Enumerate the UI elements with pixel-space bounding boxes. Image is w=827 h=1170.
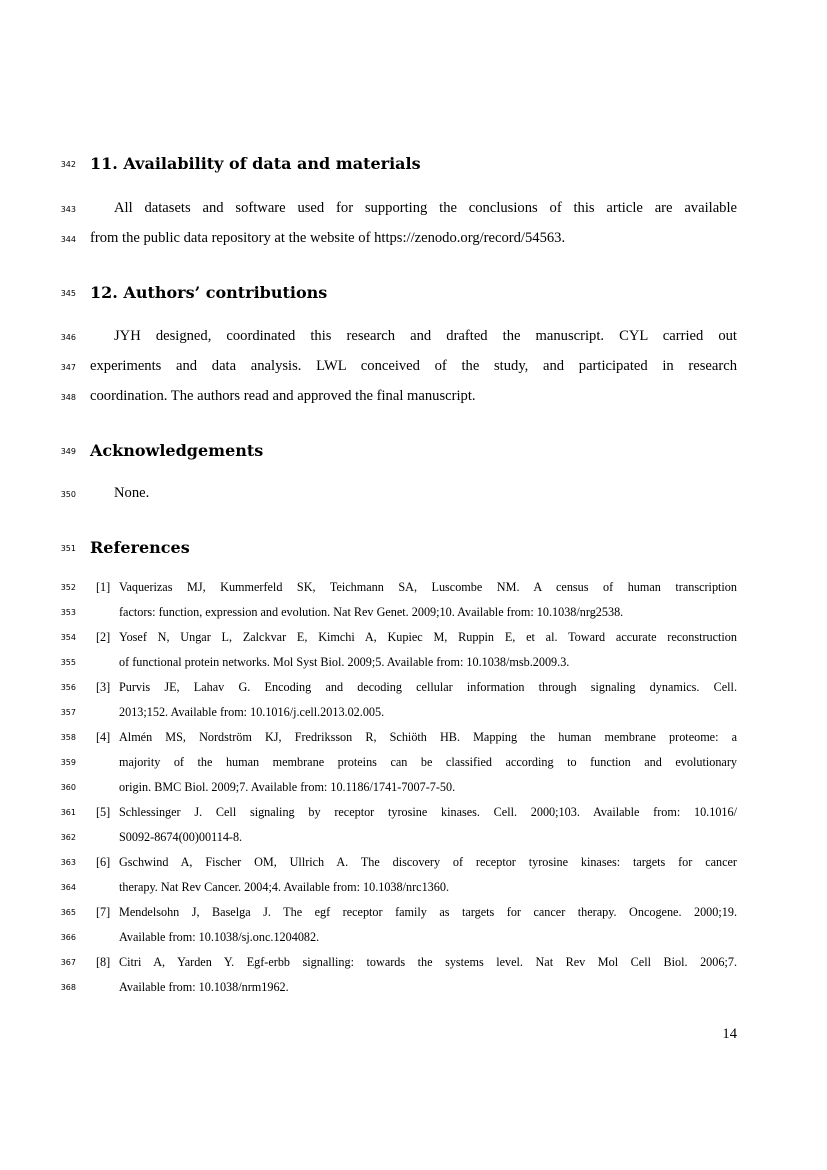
- line-number: 347: [60, 363, 76, 372]
- reference-line: S0092-8674(00)00114-8.: [119, 830, 243, 844]
- line-number: 358: [60, 733, 76, 742]
- line-number: 353: [60, 608, 76, 617]
- reference-line: Schlessinger J. Cell signaling by receptor tyrosine kinases. Cell. 2000;103. Available from: 10.1016/: [119, 805, 737, 819]
- section-heading-contributions: 12. Authors’ contributions: [90, 283, 328, 302]
- line-number: 342: [60, 160, 76, 169]
- reference-line: therapy. Nat Rev Cancer. 2004;4. Available from: 10.1038/nrc1360.: [119, 880, 449, 894]
- line-number: 365: [60, 908, 76, 917]
- reference-line: factors: function, expression and evolution. Nat Rev Genet. 2009;10. Available from: 10.1038/nrg2538.: [119, 605, 624, 619]
- reference-number: [2]: [96, 630, 111, 644]
- line-number: 363: [60, 858, 76, 867]
- line-number: 361: [60, 808, 76, 817]
- availability-text-line: All datasets and software used for supporting the conclusions of this article are available: [114, 200, 737, 216]
- contributions-text-line: coordination. The authors read and approved the final manuscript.: [90, 388, 476, 404]
- line-number: 348: [60, 393, 76, 402]
- line-number: 351: [60, 544, 76, 553]
- reference-number: [7]: [96, 905, 111, 919]
- reference-number: [3]: [96, 680, 111, 694]
- section-heading-references: References: [90, 538, 190, 557]
- reference-line: Mendelsohn J, Baselga J. The egf receptor family as targets for cancer therapy. Oncogene. 2000;19.: [119, 905, 737, 919]
- reference-line: origin. BMC Biol. 2009;7. Available from: 10.1186/1741-7007-7-50.: [119, 780, 456, 794]
- reference-line: 2013;152. Available from: 10.1016/j.cell.2013.02.005.: [119, 705, 385, 719]
- reference-number: [4]: [96, 730, 111, 744]
- reference-line: Available from: 10.1038/nrm1962.: [119, 980, 289, 994]
- page-number: 14: [722, 1026, 737, 1042]
- reference-number: [1]: [96, 580, 111, 594]
- reference-number: [5]: [96, 805, 111, 819]
- line-number: 343: [60, 205, 76, 214]
- reference-line: Available from: 10.1038/sj.onc.1204082.: [119, 930, 320, 944]
- line-number: 345: [60, 289, 76, 298]
- line-number: 355: [60, 658, 76, 667]
- reference-line: Yosef N, Ungar L, Zalckvar E, Kimchi A, Kupiec M, Ruppin E, et al. Toward accurate reconstruction: [119, 630, 737, 644]
- line-number: 352: [60, 583, 76, 592]
- line-number: 367: [60, 958, 76, 967]
- reference-line: majority of the human membrane proteins can be classified according to function and evolutionary: [119, 755, 737, 769]
- line-number: 344: [60, 235, 76, 244]
- reference-number: [6]: [96, 855, 111, 869]
- reference-line: Citri A, Yarden Y. Egf-erbb signalling: towards the systems level. Nat Rev Mol Cell Biol. 2006;7.: [119, 955, 737, 969]
- line-number: 364: [60, 883, 76, 892]
- line-number: 368: [60, 983, 76, 992]
- line-number: 359: [60, 758, 76, 767]
- line-number: 354: [60, 633, 76, 642]
- line-number: 360: [60, 783, 76, 792]
- line-number: 356: [60, 683, 76, 692]
- contributions-text-line: experiments and data analysis. LWL conceived of the study, and participated in research: [90, 358, 737, 374]
- reference-line: Purvis JE, Lahav G. Encoding and decoding cellular information through signaling dynamics. Cell.: [119, 680, 737, 694]
- line-number: 350: [60, 490, 76, 499]
- line-number: 357: [60, 708, 76, 717]
- section-heading-availability: 11. Availability of data and materials: [90, 154, 421, 173]
- reference-line: of functional protein networks. Mol Syst Biol. 2009;5. Available from: 10.1038/msb.2009.3.: [119, 655, 570, 669]
- line-number: 349: [60, 447, 76, 456]
- contributions-text-line: JYH designed, coordinated this research and drafted the manuscript. CYL carried out: [114, 328, 737, 344]
- reference-line: Vaquerizas MJ, Kummerfeld SK, Teichmann SA, Luscombe NM. A census of human transcription: [119, 580, 737, 594]
- reference-line: Gschwind A, Fischer OM, Ullrich A. The discovery of receptor tyrosine kinases: targets for cancer: [119, 855, 737, 869]
- line-number: 346: [60, 333, 76, 342]
- acknowledgements-text: None.: [114, 485, 150, 501]
- line-number: 366: [60, 933, 76, 942]
- reference-number: [8]: [96, 955, 111, 969]
- reference-line: Almén MS, Nordström KJ, Fredriksson R, Schiöth HB. Mapping the human membrane proteome: a: [119, 730, 737, 744]
- availability-text-line: from the public data repository at the website of https://zenodo.org/record/54563.: [90, 230, 566, 246]
- line-number: 362: [60, 833, 76, 842]
- section-heading-acknowledgements: Acknowledgements: [90, 441, 264, 460]
